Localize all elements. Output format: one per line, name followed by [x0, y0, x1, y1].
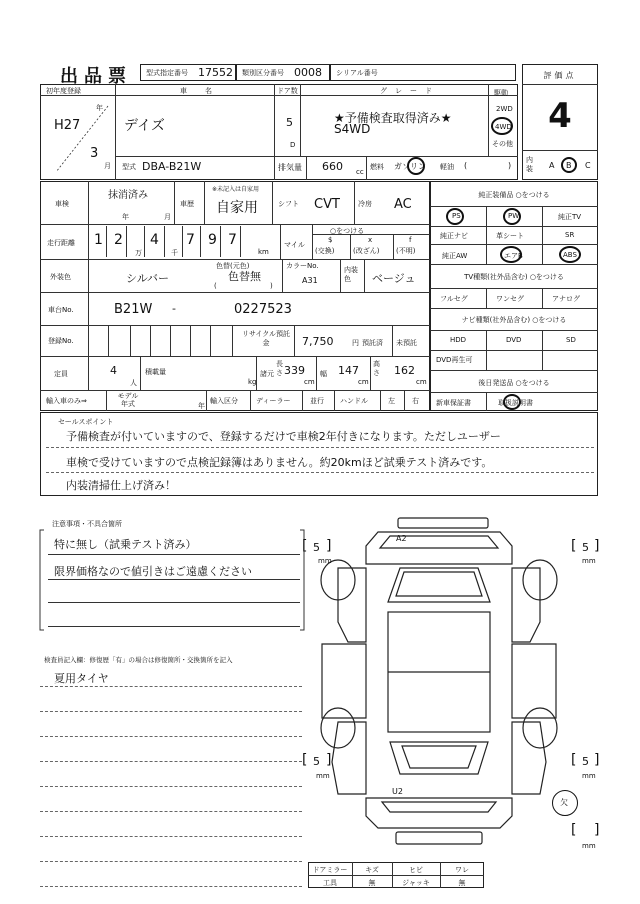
- handle-right: 右: [412, 397, 419, 405]
- chassis-no: 0227523: [234, 302, 292, 317]
- divider: [306, 156, 307, 180]
- handle-left: 左: [388, 397, 395, 405]
- divider: [206, 390, 207, 411]
- divider: [542, 288, 543, 308]
- import-class-label: 輸入区分: [210, 397, 238, 405]
- tire-lr-mm: mm: [316, 772, 330, 780]
- divider: [334, 390, 335, 411]
- navi-dvd: DVD: [506, 336, 522, 344]
- tire-rr-bracket-close: ]: [594, 752, 600, 768]
- grade-label: グレード: [380, 87, 440, 95]
- meter-label: マイル: [284, 241, 305, 249]
- divider: [316, 356, 317, 390]
- divider: [144, 226, 145, 257]
- score-value: 4: [548, 96, 572, 136]
- table-cell: 無: [368, 879, 376, 887]
- import-parallel: 並行: [310, 397, 324, 405]
- divider: [40, 356, 430, 357]
- kg-unit: kg: [248, 378, 257, 386]
- cc-unit: cc: [356, 168, 364, 176]
- later-manual-circle: [503, 394, 521, 410]
- divider: [150, 325, 151, 356]
- equip-navi: 純正ナビ: [440, 232, 468, 240]
- repaint-paren-close: ): [270, 282, 273, 290]
- year-unit: 年: [96, 104, 103, 112]
- sen-unit: 千: [171, 249, 178, 257]
- divider: [302, 390, 303, 411]
- divider: [294, 325, 295, 356]
- equip-sr: SR: [565, 231, 575, 239]
- equip-airbag-circle: [500, 246, 522, 263]
- divider: [200, 226, 201, 257]
- equip-aw: 純正AW: [442, 252, 468, 260]
- divider: [170, 325, 171, 356]
- class-no: 0008: [294, 66, 322, 79]
- tire-lr-depth: 5: [313, 755, 320, 768]
- fuel-paren: (: [464, 161, 468, 170]
- meter-exchange: (交換): [315, 247, 335, 255]
- width-label: 幅: [320, 370, 327, 378]
- equip-pw-circle: [503, 208, 521, 225]
- interior-grade-b: B: [566, 161, 572, 170]
- mileage-digit-4: 7: [186, 232, 195, 248]
- mileage-label: 走行距離: [47, 239, 75, 247]
- persons-unit: 人: [130, 379, 137, 387]
- divider: [430, 370, 598, 371]
- form-title: 出品票: [60, 66, 132, 87]
- displacement-value: 660: [322, 160, 343, 173]
- table-cell: ドアミラー: [312, 866, 348, 874]
- divider: [430, 350, 598, 351]
- notes-label: 注意事項・不具合箇所: [52, 520, 122, 528]
- divider: [40, 325, 430, 326]
- divider: [486, 330, 487, 370]
- mileage-digit-6: 7: [228, 232, 237, 248]
- divider: [522, 84, 598, 85]
- divider: [312, 224, 313, 259]
- usage-note: ※未記入は自家用: [212, 186, 260, 193]
- tire-rf-bracket: [: [571, 538, 577, 554]
- tire-lf-mm: mm: [318, 557, 332, 565]
- interior-color-label: 内装色: [344, 266, 358, 283]
- divider: [380, 390, 381, 411]
- later-header: 後日発送品 ○をつける: [478, 379, 550, 387]
- usage-label: 車歴: [180, 200, 194, 208]
- equip-ps-circle: [446, 208, 464, 225]
- capacity-value: 4: [110, 364, 117, 377]
- divider: [430, 226, 598, 227]
- divider: [106, 390, 107, 411]
- divider: [366, 156, 367, 180]
- import-dealer: ディーラー: [256, 397, 291, 405]
- fuel-gasoline-circle: [407, 157, 425, 175]
- divider: [370, 356, 371, 390]
- tire-rr-mm: mm: [582, 772, 596, 780]
- divider: [486, 288, 487, 308]
- navi-header: ナビ種類(社外品含む) ○をつける: [461, 316, 567, 324]
- divider: [392, 325, 393, 356]
- grade-line2: S4WD: [334, 122, 371, 136]
- interior-grade-circle: [561, 157, 577, 173]
- selling-line-2: 車検で受けていますので点検記録簿はありません。約20kmほど試乗テスト済みです。: [66, 456, 493, 469]
- divider: [430, 308, 598, 309]
- tire-lr-bracket: [: [302, 752, 308, 768]
- divider: [250, 390, 251, 411]
- tv-header: TV種類(社外品含む) ○をつける: [464, 273, 564, 281]
- diagram-mark-a2: A2: [396, 534, 407, 543]
- handle-label: ハンドル: [340, 397, 368, 405]
- model-cert-label: 型式指定番号: [146, 69, 188, 77]
- divider: [393, 234, 394, 259]
- divider: [40, 711, 302, 712]
- man-unit: 万: [135, 249, 142, 257]
- equip-abs-circle: [559, 246, 581, 263]
- dvd-play-label: DVD再生可: [436, 356, 473, 364]
- divider: [430, 288, 598, 289]
- divider: [140, 356, 141, 390]
- class-label: 類別区分番号: [242, 69, 284, 77]
- interior-label: 内装: [526, 156, 533, 173]
- height-label: 高さ: [373, 360, 380, 377]
- repaint-paren: (: [214, 282, 217, 290]
- divider: [486, 206, 487, 264]
- model-year-unit: 年: [198, 402, 205, 410]
- divider: [486, 392, 487, 411]
- equip-leather: 革シート: [496, 232, 524, 240]
- color-no-label: カラーNo.: [286, 262, 319, 270]
- tire-lf-bracket: [: [302, 538, 308, 554]
- tire-rf-depth: 5: [582, 541, 589, 554]
- divider: [430, 264, 598, 265]
- recycle-label: リサイクル預託金: [241, 330, 291, 347]
- capacity-label: 定員: [54, 370, 68, 378]
- recycle-unit: 円: [352, 339, 359, 347]
- table-cell: 工具: [323, 879, 337, 887]
- recycle-paid: 預託済: [362, 339, 383, 347]
- month-unit: 月: [104, 162, 111, 170]
- divider: [300, 84, 301, 156]
- score-label: 評価点: [543, 71, 577, 80]
- divider: [542, 206, 543, 264]
- equip-pw: PW: [508, 212, 520, 220]
- interior-color: ベージュ: [372, 272, 416, 285]
- tire-rr-depth: 5: [582, 755, 589, 768]
- doors-unit: D: [290, 141, 296, 149]
- model-cert-no: 17552: [198, 66, 233, 79]
- divider: [126, 226, 127, 257]
- first-reg-label: 初年度登録: [46, 87, 81, 95]
- divider: [164, 226, 165, 257]
- divider: [115, 156, 518, 157]
- usage-value: 自家用: [216, 200, 258, 216]
- table-cell: ジャッキ: [402, 879, 430, 887]
- divider: [40, 736, 302, 737]
- table-cell: キズ: [365, 866, 379, 874]
- shift-label: シフト: [278, 200, 299, 208]
- shaken-value: 抹消済み: [108, 190, 148, 201]
- diagram-mark-u2: U2: [392, 787, 403, 796]
- tv-fullseg: フルセグ: [440, 295, 468, 303]
- divider: [40, 292, 430, 293]
- divider: [404, 390, 405, 411]
- tire-rf-mm: mm: [582, 557, 596, 565]
- car-name: デイズ: [124, 118, 165, 134]
- recycle-value: 7,750: [302, 335, 334, 348]
- divider: [40, 886, 302, 887]
- divider: [272, 181, 273, 224]
- divider: [354, 181, 355, 224]
- reg-slash: [50, 98, 114, 178]
- divider: [350, 234, 351, 259]
- name-label: 車名: [180, 87, 230, 95]
- divider: [430, 206, 598, 207]
- meter-note: ○をつける: [330, 227, 365, 235]
- divider: [40, 686, 302, 687]
- equip-ps: PS: [452, 212, 461, 220]
- drive-2wd: 2WD: [496, 105, 513, 113]
- divider: [308, 875, 484, 876]
- divider: [40, 811, 302, 812]
- later-warranty: 新車保証書: [436, 399, 471, 407]
- equip-abs: ABS: [563, 251, 577, 259]
- selling-line-1: 予備検査が付いていますので、登録するだけで車検2年付きになります。ただしユーザー: [66, 430, 501, 443]
- genuine-header: 純正装備品 ○をつける: [478, 191, 550, 199]
- meter-unknown: (不明): [396, 247, 416, 255]
- meter-mark-2: x: [368, 236, 373, 244]
- notes-line-1: 特に無し（試乗テスト済み）: [54, 538, 197, 551]
- car-diagram: [318, 512, 560, 858]
- drive-label: 駆動: [494, 89, 508, 97]
- meter-mark-3: f: [409, 236, 412, 244]
- reg-year: H27: [54, 118, 81, 133]
- divider: [46, 447, 594, 448]
- height-value: 162: [394, 364, 415, 377]
- divider: [130, 325, 131, 356]
- later-manual: 取扱説明書: [498, 399, 533, 407]
- tire-lf-bracket-close: ]: [326, 538, 332, 554]
- mileage-digit-2: 2: [114, 232, 123, 248]
- interior-grade-a: A: [549, 161, 555, 170]
- divider: [40, 761, 302, 762]
- tv-analog: アナログ: [552, 295, 580, 303]
- equip-airbag: エアB: [504, 252, 523, 260]
- shaken-month: 月: [164, 213, 171, 221]
- divider: [106, 226, 107, 257]
- reg-no-label: 登録No.: [48, 337, 74, 345]
- height-cm: cm: [416, 378, 427, 386]
- table-cell: ヒビ: [409, 866, 423, 874]
- mileage-digit-1: 1: [94, 232, 103, 248]
- grade-line1: ★予備検査取得済み★: [334, 111, 452, 125]
- shaken-label: 車検: [55, 200, 69, 208]
- table-cell: 無: [458, 879, 466, 887]
- drive-4wd: 4WD: [495, 123, 512, 131]
- serial-label: シリアル番号: [336, 69, 378, 77]
- notes-line-2: 限界価格なので値引きはご遠慮ください: [54, 565, 252, 578]
- divider: [488, 84, 489, 156]
- divider: [274, 156, 275, 180]
- model-label: 型式: [122, 163, 136, 171]
- notes-bracket: [38, 528, 308, 634]
- chassis-dash: -: [172, 302, 176, 315]
- divider: [282, 259, 283, 292]
- divider: [340, 259, 341, 292]
- navi-hdd: HDD: [450, 336, 467, 344]
- mileage-digit-3: 4: [150, 232, 159, 248]
- divider: [210, 325, 211, 356]
- divider: [115, 84, 116, 180]
- divider: [40, 259, 430, 260]
- spare-mm: mm: [582, 842, 596, 850]
- divider: [40, 836, 302, 837]
- length-cm: cm: [304, 378, 315, 386]
- dims-label: 諸元: [260, 370, 274, 378]
- reg-month: 3: [90, 146, 99, 161]
- color-value: シルバー: [126, 272, 169, 285]
- tire-lr-bracket-close: ]: [326, 752, 332, 768]
- interior-grade-c: C: [585, 161, 591, 170]
- divider: [280, 224, 281, 259]
- color-label: 外装色: [50, 273, 71, 281]
- length-label: 長さ: [276, 360, 283, 377]
- spare-bracket-close: ]: [594, 822, 600, 838]
- divider: [430, 244, 598, 245]
- doors-label: ドア数: [277, 87, 298, 95]
- doors-value: 5: [286, 116, 293, 129]
- spare-tire-label: 欠: [560, 798, 568, 807]
- shift-value: CVT: [314, 197, 340, 212]
- meter-mark-1: $: [328, 236, 333, 244]
- repaint-value: 色替無: [228, 270, 261, 283]
- divider: [312, 234, 430, 235]
- spare-bracket: [: [571, 822, 577, 838]
- divider: [40, 224, 430, 225]
- divider: [430, 330, 598, 331]
- divider: [40, 786, 302, 787]
- fuel-diesel: 軽油: [440, 163, 454, 171]
- divider: [46, 472, 594, 473]
- divider: [182, 226, 183, 257]
- divider: [220, 226, 221, 257]
- import-label: 輸入車のみ⇒: [46, 397, 87, 405]
- inspector-label: 検査員記入欄：修復歴「有」の場合は修復箇所・交換箇所を記入: [44, 656, 233, 664]
- divider: [522, 150, 598, 151]
- recycle-unpaid: 未預託: [396, 339, 417, 347]
- table-cell: ワレ: [455, 866, 469, 874]
- fuel-gasoline: ガソリン: [394, 162, 426, 171]
- divider: [40, 390, 430, 391]
- model-year-label: モデル年式: [117, 392, 139, 408]
- equip-tv: 純正TV: [558, 213, 582, 221]
- divider: [542, 330, 543, 370]
- length-value: 339: [284, 364, 305, 377]
- divider: [88, 181, 89, 390]
- load-label: 積載量: [145, 368, 166, 376]
- color-no: A31: [302, 276, 318, 285]
- selling-points-label: セールスポイント: [58, 418, 114, 426]
- navi-sd: SD: [566, 336, 576, 344]
- km-unit: km: [258, 248, 269, 256]
- ac-value: AC: [394, 197, 412, 212]
- divider: [40, 861, 302, 862]
- drive-other: その他: [492, 140, 513, 148]
- divider: [256, 356, 257, 390]
- drive-4wd-circle: [491, 117, 513, 135]
- width-value: 147: [338, 364, 359, 377]
- mileage-digit-5: 9: [208, 232, 217, 248]
- divider: [174, 181, 175, 224]
- divider: [364, 259, 365, 292]
- fuel-label: 燃料: [370, 163, 384, 171]
- tire-rf-bracket-close: ]: [594, 538, 600, 554]
- meter-tampered: (改ざん): [353, 247, 380, 255]
- divider: [190, 325, 191, 356]
- divider: [240, 226, 241, 257]
- divider: [430, 392, 598, 393]
- tire-rr-bracket: [: [571, 752, 577, 768]
- divider: [274, 84, 275, 156]
- model-value: DBA-B21W: [142, 160, 202, 173]
- ac-label: 冷房: [358, 200, 372, 208]
- divider: [108, 325, 109, 356]
- selling-line-3: 内装清掃仕上げ済み！: [66, 479, 176, 492]
- divider: [232, 325, 233, 356]
- inspector-line-1: 夏用タイヤ: [54, 672, 109, 685]
- tv-oneseg: ワンセグ: [496, 295, 524, 303]
- divider: [204, 181, 205, 224]
- chassis-label: 車台No.: [48, 306, 74, 314]
- fuel-paren-close: ): [508, 161, 512, 170]
- repaint-label: 色替(元色): [216, 262, 250, 270]
- shaken-year: 年: [122, 213, 129, 221]
- displacement-label: 排気量: [278, 163, 302, 172]
- chassis-prefix: B21W: [114, 302, 153, 317]
- tire-lf-depth: 5: [313, 541, 320, 554]
- width-cm: cm: [358, 378, 369, 386]
